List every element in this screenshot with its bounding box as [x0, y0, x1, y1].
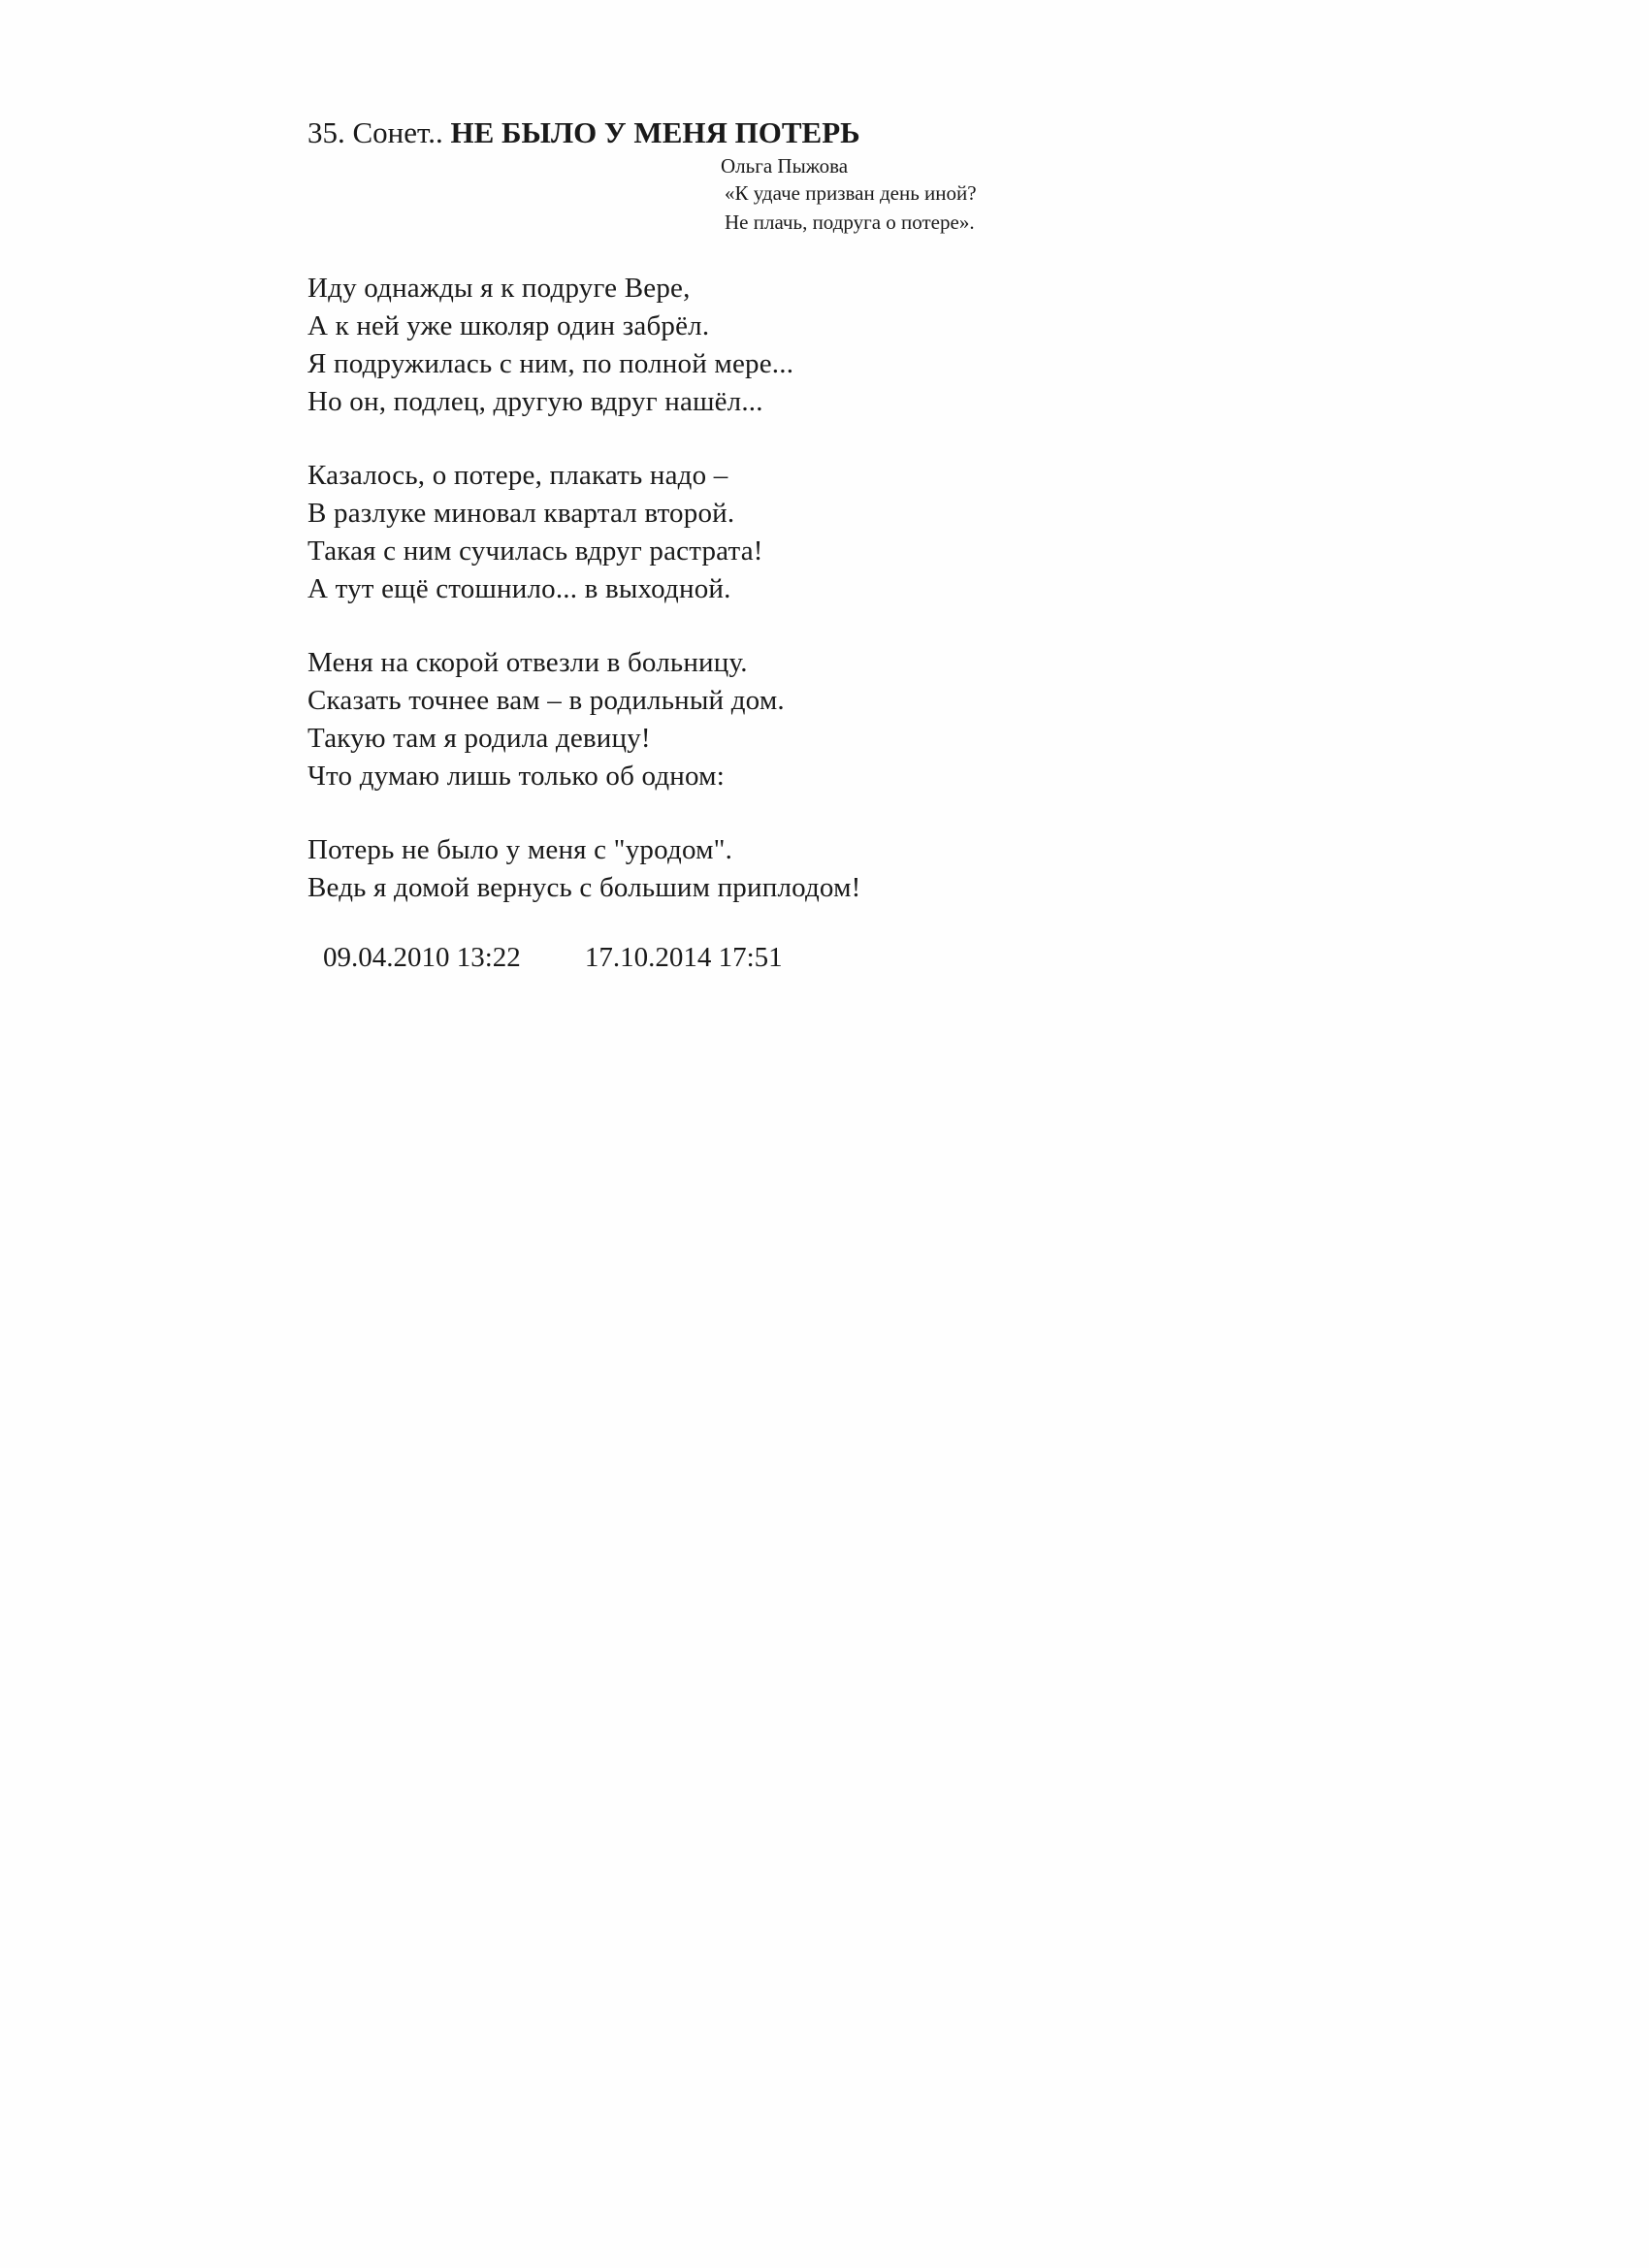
poem-line: Иду однажды я к подруге Вере, [307, 273, 691, 304]
poem-line: В разлуке миновал квартал второй. [307, 498, 735, 529]
poem-line: Потерь не было у меня с "уродом". [307, 834, 733, 865]
poem-line: Сказать точнее вам – в родильный дом. [307, 685, 785, 716]
poem-line: Меня на скорой отвезли в больницу. [307, 647, 748, 678]
poem-line: Что думаю лишь только об одном: [307, 761, 725, 792]
poem-line: Такая с ним сучилась вдруг растрата! [307, 535, 763, 567]
poem-line: Я подружилась с ним, по полной мере... [307, 348, 794, 379]
poem-line: Но он, подлец, другую вдруг нашёл... [307, 386, 763, 417]
poem-number: 35. Сонет.. [307, 115, 451, 149]
epigraph-line: «К удаче призван день иной? [725, 181, 977, 205]
poem-dates [323, 939, 783, 976]
poem-line: Казалось, о потере, плакать надо – [307, 460, 728, 491]
date-written: 09.04.2010 13:22 [323, 942, 521, 973]
poem-line: Ведь я домой вернусь с большим приплодом! [307, 872, 861, 903]
poem-line: Такую там я родила девицу! [307, 723, 651, 754]
poem-heading [307, 113, 860, 152]
poem-line: А к ней уже школяр один забрёл. [307, 310, 710, 341]
date-revised: 17.10.2014 17:51 [584, 942, 783, 973]
epigraph-line: Не плачь, подруга о потере». [725, 211, 975, 234]
poem-line: А тут ещё стошнило... в выходной. [307, 573, 731, 604]
poem-title: НЕ БЫЛО У МЕНЯ ПОТЕРЬ [450, 115, 860, 149]
epigraph-author: Ольга Пыжова [721, 154, 849, 178]
